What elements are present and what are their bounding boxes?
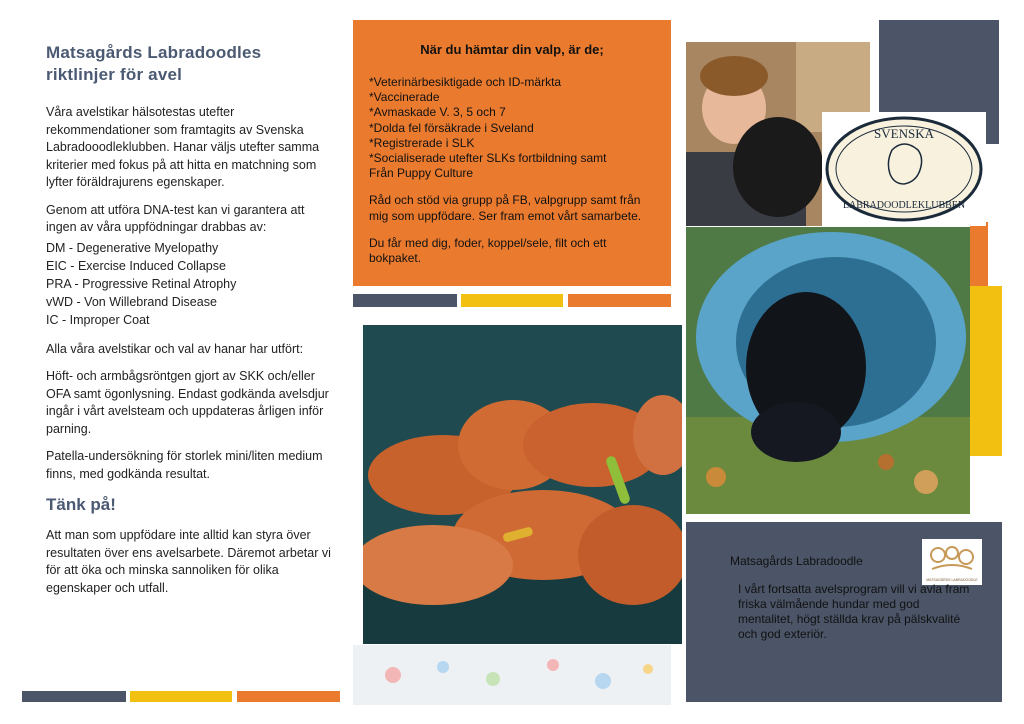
list-item: IC - Improper Coat (46, 312, 150, 327)
blanket-pattern (353, 645, 671, 705)
left-column (46, 42, 336, 607)
gold-bar (130, 691, 232, 702)
list-item: PRA - Progressive Retinal Atrophy (46, 276, 237, 291)
pickup-heading: När du hämtar din valp, är de; (420, 42, 604, 57)
yellow-decor-strip (970, 286, 1002, 456)
page-title (46, 42, 336, 86)
puppies-photo (363, 325, 682, 644)
think-paragraph: Att man som uppfödare inte alltid kan styra över resultaten över ens avelsarbete. Däremot arbetar vi för att öka och minska sannoliken för olika egenskaper och utfall. (46, 528, 331, 595)
breeder-info-box (686, 522, 1002, 702)
included-items-paragraph: Du får med dig, foder, koppel/sele, filt och ett bokpaket. (369, 235, 607, 266)
pickup-info-box (353, 20, 671, 286)
tunnel-illustration (686, 227, 970, 514)
think-heading: Tänk på! (46, 495, 116, 514)
gold-bar (461, 294, 563, 307)
puppy-in-tunnel-photo (686, 227, 970, 514)
orange-bar (568, 294, 671, 307)
list-item: *Registrerade i SLK (369, 135, 475, 150)
orange-bar (237, 691, 340, 702)
dna-test-paragraph: Genom att utföra DNA-test kan vi garantera att ingen av våra uppfödningar drabbas av: (46, 202, 305, 234)
logo-bottom-text: LABRADOODLEKLUBBEN (842, 200, 966, 211)
dna-test-list (46, 239, 336, 329)
navy-bar (22, 691, 126, 702)
patella-paragraph: Patella-undersökning för storlek mini/liten medium finns, med godkända resultat. (46, 449, 323, 481)
list-item: *Avmaskade V. 3, 5 och 7 (369, 105, 506, 120)
list-item: DM - Degenerative Myelopathy (46, 240, 219, 255)
list-item: EIC - Exercise Induced Collapse (46, 258, 226, 273)
navy-bar (353, 294, 457, 307)
blanket-photo-strip (353, 645, 671, 705)
club-logo (822, 112, 986, 226)
list-item: *Vaccinerade (369, 90, 440, 105)
list-item: *Socialiserade utefter SLKs fortbildning samt (369, 151, 607, 166)
breeder-name: Matsagårds Labradoodle (730, 554, 863, 568)
title-line-2: riktlinjer för avel (46, 65, 183, 84)
support-paragraph: Råd och stöd via grupp på FB, valpgrupp samt från mig som uppfödare. Ser fram emot vårt samarbete. (369, 193, 642, 223)
list-item: *Veterinärbesiktigade och ID-märkta (369, 75, 562, 89)
breeder-logo-icon (922, 539, 982, 585)
puppies-illustration (363, 325, 682, 644)
xray-paragraph: Höft- och armbågsröntgen gjort av SKK och/eller OFA samt ögonlysning. Endast godkända avelsdjur ingår i vårt avelsteam och uppdateras årligen inför parning. (46, 369, 329, 436)
list-item: *Dolda fel försäkrade i Sveland (369, 120, 534, 135)
intro-paragraph: Våra avelstikar hälsotestas utefter rekommendationer som framtagits av Svenska Labradooodleklubben. Hanar väljs utefter samma kriterier med fokus på att hitta en matchning som lyfter föräldrajurens egenskaper. (46, 105, 320, 189)
title-line-1: Matsagårds Labradoodles (46, 43, 262, 62)
breeder-logo (922, 539, 982, 585)
list-item: vWD - Von Willebrand Disease (46, 294, 217, 309)
list-item: Från Puppy Culture (369, 166, 474, 181)
logo-top-text: SVENSKA (874, 126, 934, 141)
performed-tests-paragraph: Alla våra avelstikar och val av hanar har utfört: (46, 341, 304, 356)
club-logo-emblem (822, 112, 986, 226)
breeder-logo-text: MATSAGÅRDS LABRADOODLE (926, 578, 978, 582)
breeder-description: I vårt fortsatta avelsprogram vill vi avla fram friska välmående hundar med god mentalitet, högt ställda krav på pälskvalité och god exteriör. (738, 582, 970, 641)
